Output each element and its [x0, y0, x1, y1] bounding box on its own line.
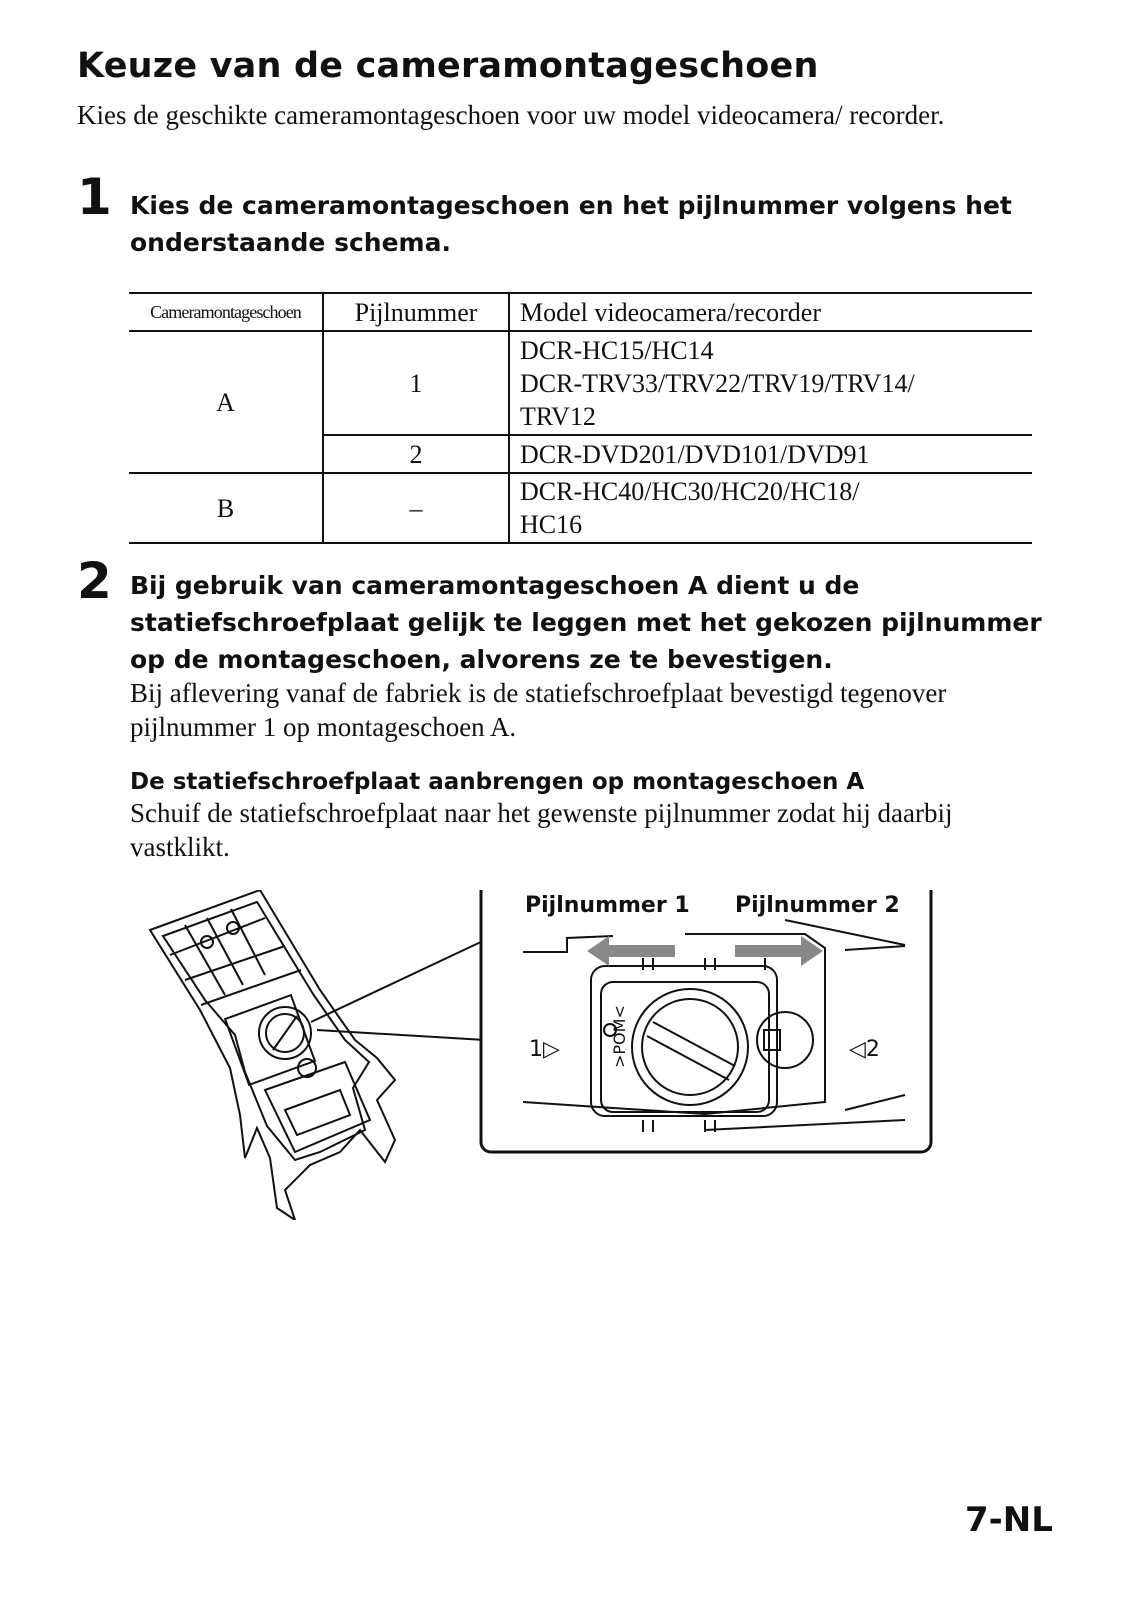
model-line: DCR-DVD201/DVD101/DVD91 [520, 439, 870, 469]
intro-text: Kies de geschikte cameramontageschoen voor uw model videocamera/ recorder. [77, 100, 945, 130]
mounting-shoe-drawing [150, 890, 395, 1220]
header-shoe: Cameramontageschoen [129, 293, 323, 331]
model-cell [509, 435, 1032, 473]
model-line: TRV12 [520, 401, 596, 431]
subsection-heading: De statiefschroefplaat aanbrengen op montageschoen A [130, 769, 865, 795]
shoe-illustration [145, 890, 960, 1220]
step-2-number: 2 [77, 552, 112, 610]
shoe-a-cell: A [129, 331, 323, 473]
model-cell [509, 331, 1032, 435]
table-row [129, 473, 1032, 543]
shoe-b-cell: B [129, 473, 323, 543]
model-line: DCR-TRV33/TRV22/TRV19/TRV14/ [520, 368, 915, 398]
arrow-cell: – [323, 473, 509, 543]
header-arrow: Pijlnummer [323, 293, 509, 331]
table-header-row [129, 293, 1032, 331]
model-line: HC16 [520, 510, 583, 539]
subsection-body: Schuif de statiefschroefplaat naar het gewenste pijlnummer zodat hij daarbij vastklikt. [130, 798, 953, 862]
model-line: DCR-HC15/HC14 [520, 335, 714, 365]
step-2-heading: Bij gebruik van cameramontageschoen A dient u de statiefschroefplaat gelijk te leggen met het gekozen pijlnummer op de montageschoen, alvorens ze te bevestigen. [130, 571, 1042, 674]
label-arrow-2: Pijlnummer 2 [735, 893, 900, 918]
model-line: DCR-HC40/HC30/HC20/HC18/ [520, 477, 860, 506]
step-2-body: Bij aflevering vanaf de fabriek is de statiefschroefplaat bevestigd tegenover pijlnummer 1 op montageschoen A. [130, 678, 947, 742]
detail-callout [481, 890, 931, 1152]
step-1-heading: Kies de cameramontageschoen en het pijlnummer volgens het onderstaande schema. [130, 191, 1012, 257]
arrow-cell: 1 [323, 331, 509, 435]
model-table [129, 292, 1032, 544]
model-cell [509, 473, 1032, 543]
dial-label: >POM< [610, 1005, 629, 1068]
mark-arrow-1: 1▷ [529, 1037, 560, 1062]
step-1-number: 1 [77, 168, 112, 226]
mark-arrow-2: ◁2 [849, 1037, 880, 1062]
table-row [129, 331, 1032, 435]
arrow-cell: 2 [323, 435, 509, 473]
header-model: Model videocamera/recorder [509, 293, 1032, 331]
page-title: Keuze van de cameramontageschoen [77, 46, 819, 86]
page-number: 7-NL [965, 1500, 1053, 1540]
label-arrow-1: Pijlnummer 1 [525, 893, 690, 918]
